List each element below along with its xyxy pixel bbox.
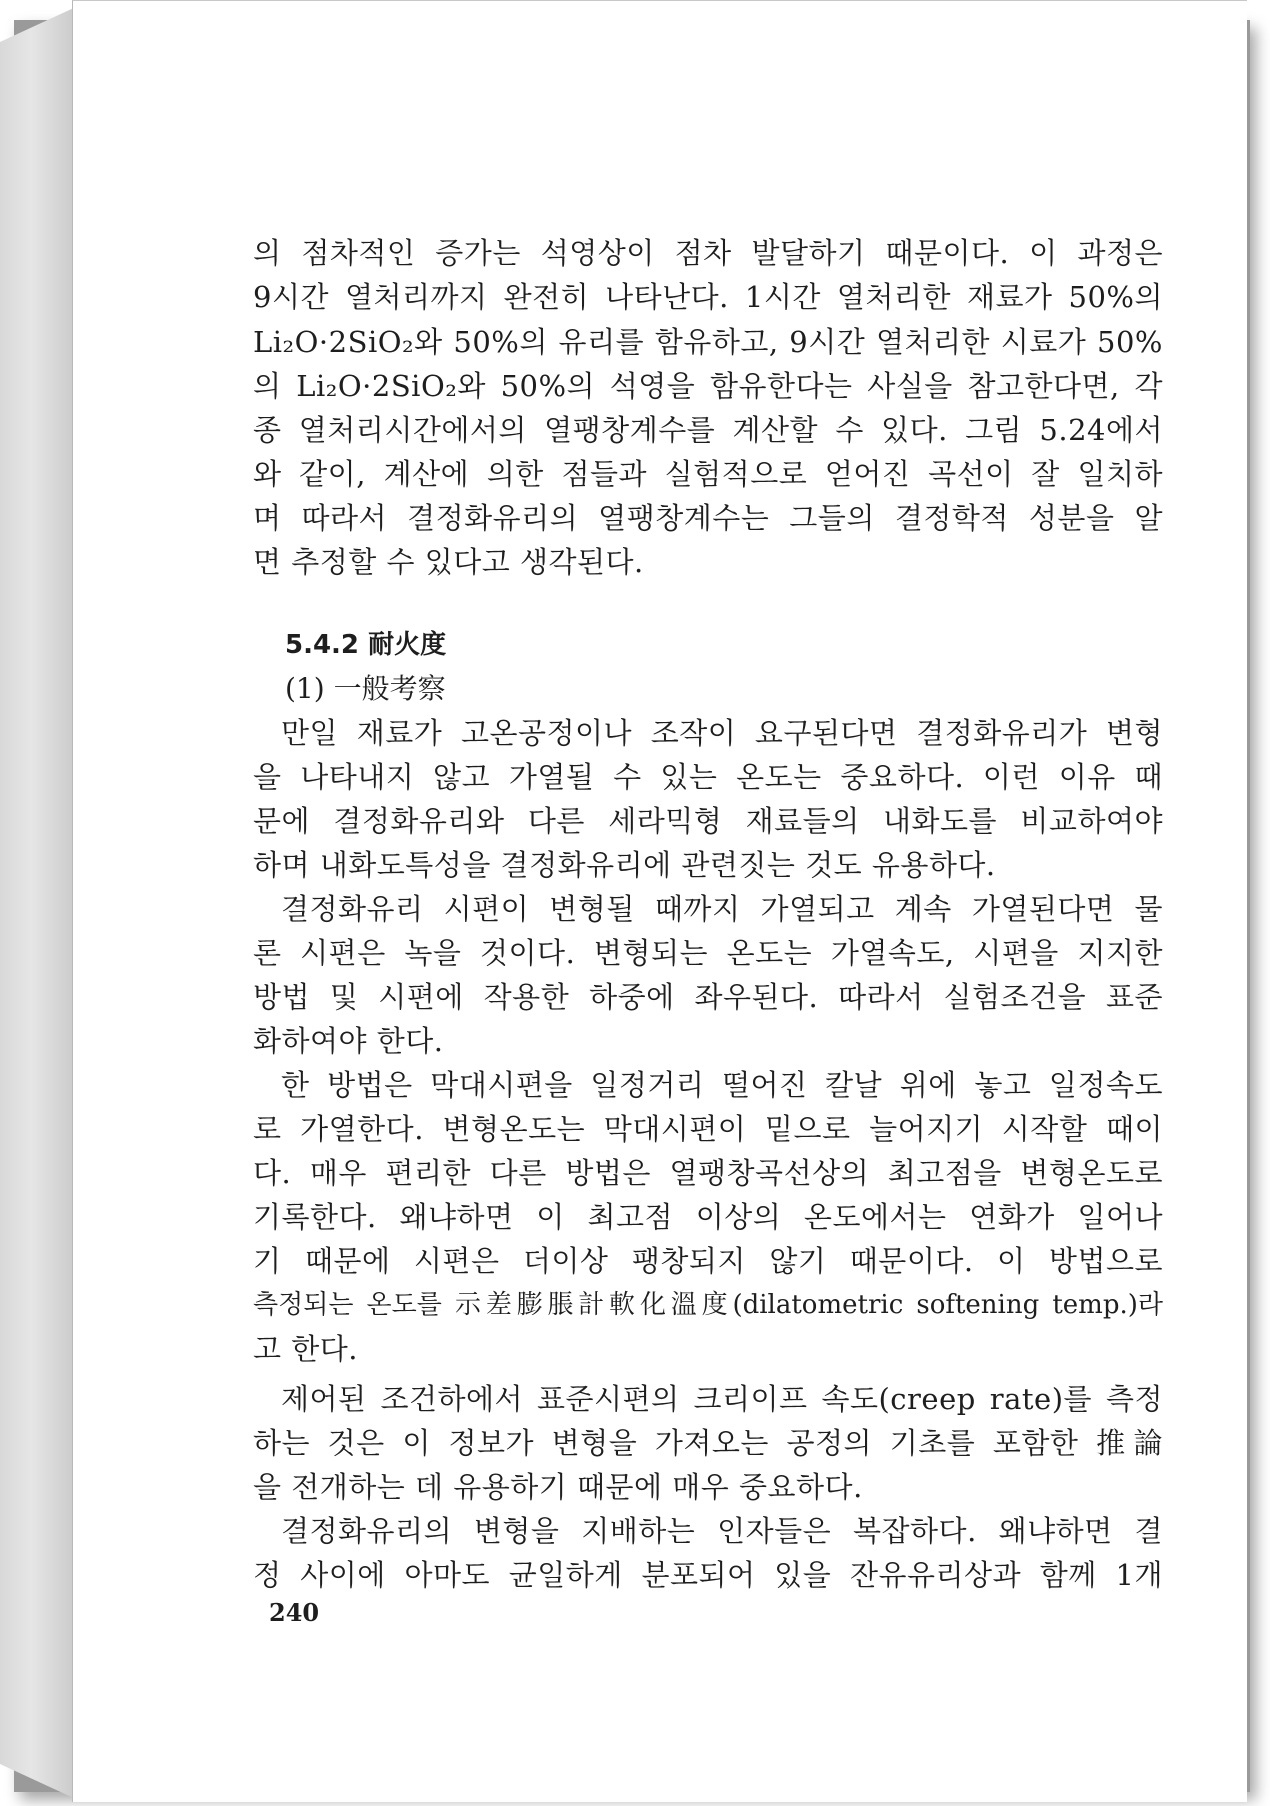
paragraph-line: 하며 내화도특성을 결정화유리에 관련짓는 것도 유용하다. xyxy=(253,848,996,882)
paragraph-line: 며 따라서 결정화유리의 열팽창계수는 그들의 결정학적 성분을 알 xyxy=(253,501,1163,535)
paragraph-line: 종 열처리시간에서의 열팽창계수를 계산할 수 있다. 그림 5.24에서 xyxy=(253,413,1163,447)
paragraph-line: 와 같이, 계산에 의한 점들과 실험적으로 얻어진 곡선이 잘 일치하 xyxy=(253,457,1163,491)
paragraph-line: 문에 결정화유리와 다른 세라믹형 재료들의 내화도를 비교하여야 xyxy=(253,804,1163,838)
paragraph-line: 화하여야 한다. xyxy=(253,1024,444,1058)
paragraph-line: 의 점차적인 증가는 석영상이 점차 발달하기 때문이다. 이 과정은 xyxy=(253,236,1163,270)
book-page xyxy=(72,0,1247,1802)
paragraph-line: 기록한다. 왜냐하면 이 최고점 이상의 온도에서는 연화가 일어나 xyxy=(253,1200,1163,1234)
paragraph-line: 고 한다. xyxy=(253,1332,358,1366)
paragraph-line: Li₂O·2SiO₂와 50%의 유리를 함유하고, 9시간 열처리한 시료가 50% xyxy=(253,325,1163,359)
paragraph-line: 정 사이에 아마도 균일하게 분포되어 있을 잔유유리상과 함께 1개 xyxy=(253,1558,1163,1592)
subsection-heading: (1) 一般考察 xyxy=(285,672,446,705)
paragraph-line: 을 나타내지 않고 가열될 수 있는 온도는 중요하다. 이런 이유 때 xyxy=(253,760,1163,794)
paragraph-line: 기 때문에 시편은 더이상 팽창되지 않기 때문이다. 이 방법으로 xyxy=(253,1244,1163,1278)
paragraph-line: 만일 재료가 고온공정이나 조작이 요구된다면 결정화유리가 변형 xyxy=(281,716,1163,750)
paragraph-line: 을 전개하는 데 유용하기 때문에 매우 중요하다. xyxy=(253,1470,863,1504)
paragraph-line: 로 가열한다. 변형온도는 막대시편이 밑으로 늘어지기 시작할 때이 xyxy=(253,1112,1163,1146)
page-number: 240 xyxy=(269,1598,320,1627)
paragraph-line: 하는 것은 이 정보가 변형을 가져오는 공정의 기초를 포함한 推論 xyxy=(253,1426,1163,1460)
paragraph-line: 결정화유리의 변형을 지배하는 인자들은 복잡하다. 왜냐하면 결 xyxy=(281,1514,1163,1548)
paragraph-line: 한 방법은 막대시편을 일정거리 떨어진 칼날 위에 놓고 일정속도 xyxy=(281,1068,1163,1102)
paragraph-line: 결정화유리 시편이 변형될 때까지 가열되고 계속 가열된다면 물 xyxy=(281,892,1163,926)
paragraph-line: 면 추정할 수 있다고 생각된다. xyxy=(253,545,644,579)
paragraph-line: 론 시편은 녹을 것이다. 변형되는 온도는 가열속도, 시편을 지지한 xyxy=(253,936,1163,970)
paragraph-line: 9시간 열처리까지 완전히 나타난다. 1시간 열처리한 재료가 50%의 xyxy=(253,280,1163,314)
paragraph-line: 다. 매우 편리한 다른 방법은 열팽창곡선상의 최고점을 변형온도로 xyxy=(253,1156,1163,1190)
section-heading: 5.4.2 耐火度 xyxy=(285,630,447,660)
paragraph-line: 측정되는 온도를 示差膨脹計軟化溫度(dilatometric softening temp.)라 xyxy=(253,1290,1163,1320)
paragraph-line: 제어된 조건하에서 표준시편의 크리이프 속도(creep rate)를 측정 xyxy=(281,1382,1163,1416)
paragraph-line: 의 Li₂O·2SiO₂와 50%의 석영을 함유한다는 사실을 참고한다면, 각 xyxy=(253,369,1163,403)
book-page-edges xyxy=(0,6,78,1800)
paragraph-line: 방법 및 시편에 작용한 하중에 좌우된다. 따라서 실험조건을 표준 xyxy=(253,980,1163,1014)
